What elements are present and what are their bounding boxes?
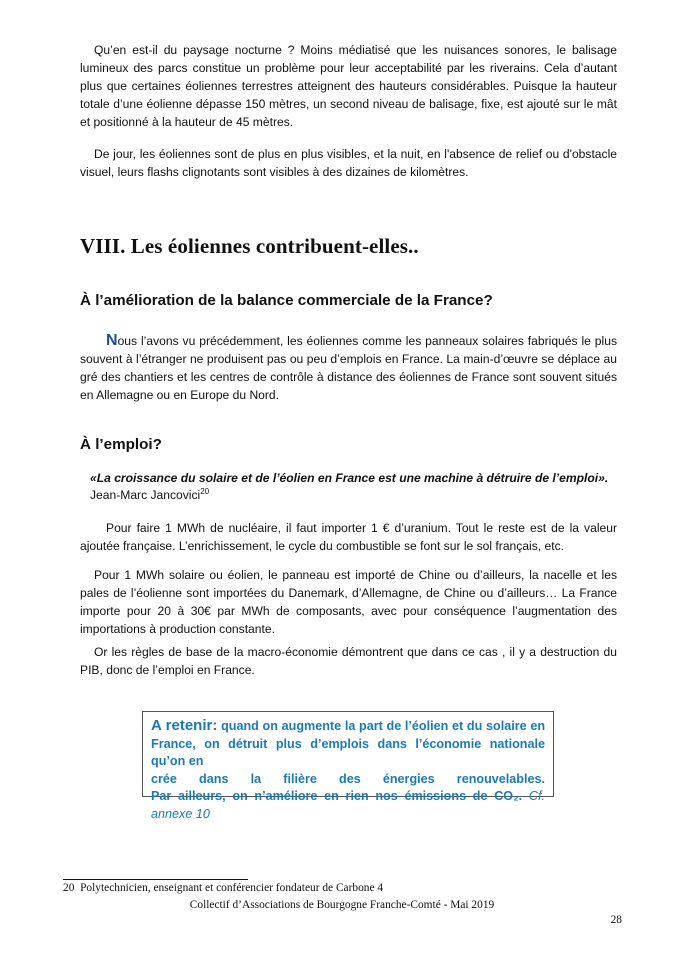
footnote-reference: 20 bbox=[200, 486, 210, 496]
drop-cap: N bbox=[106, 332, 118, 349]
paragraph-macroeconomics: Or les règles de base de la macro-économie démontrent que dans ce cas , il y a destruction du PIB, donc de l’emploi en France. bbox=[80, 645, 617, 677]
quote-block bbox=[90, 470, 608, 504]
subsection-title-employment: À l’emploi? bbox=[80, 436, 162, 453]
footnote bbox=[63, 882, 383, 894]
annex-reference: Cf. annexe 10 bbox=[151, 789, 545, 821]
takeaway-line-1 bbox=[151, 717, 545, 771]
quote-text: «La croissance du solaire et de l’éolien en France est une machine à détruire de l’emploi». bbox=[90, 471, 609, 485]
paragraph-trade-balance-text: ous l’avons vu précédemment, les éoliennes comme les panneaux solaires fabriqués le plus souvent à l’étranger ne produisent pas ou peu d’emplois en France. La main-d’œuvre se déplace au gré des chantiers et les centres de contrôle à distance des éoliennes de France sont souvent situés en Allemagne ou en Europe du Nord. bbox=[80, 334, 617, 402]
footnote-separator bbox=[63, 879, 248, 880]
key-takeaway-box bbox=[142, 711, 554, 821]
subsection-title-trade-balance: À l’amélioration de la balance commerciale de la France? bbox=[80, 292, 493, 309]
takeaway-text-2: crée dans la filière des énergies renouvelables. bbox=[151, 771, 545, 786]
paragraph-daytime-visibility: De jour, les éoliennes sont de plus en plus visibles, et la nuit, en l'absence de relief ou d'obstacle visuel, leurs flashs clignotants sont visibles à des dizaines de kilomètres. bbox=[80, 147, 617, 179]
page-footer: Collectif d’Associations de Bourgogne Franche-Comté - Mai 2019 bbox=[189, 899, 495, 911]
quote-attribution bbox=[90, 487, 608, 504]
section-title: VIII. Les éoliennes contribuent-elles.. bbox=[80, 234, 419, 258]
paragraph-nocturnal-landscape: Qu’en est-il du paysage nocturne ? Moins médiatisé que les nuisances sonores, le balisage lumineux des parcs constitue un problème pour leur acceptabilité par les riverains. Cela d’autant plus que certaines éoliennes terrestres atteignent des hauteurs considérables. Puisque la hauteur totale d’une éolienne dépasse 150 mètres, un second niveau de balisage, fixe, est ajouté sur le mât et positionné à la hauteur de 45 mètres. bbox=[80, 43, 617, 129]
takeaway-line-3 bbox=[151, 788, 545, 823]
paragraph-trade-balance bbox=[80, 332, 617, 404]
takeaway-label: A retenir: bbox=[151, 717, 218, 734]
takeaway-text-3: Par ailleurs, on n’améliore en rien nos émissions de CO₂. bbox=[151, 789, 523, 803]
page-number: 28 bbox=[610, 914, 622, 926]
footnote-text: Polytechnicien, enseignant et conférencier fondateur de Carbone 4 bbox=[80, 882, 384, 894]
paragraph-solar-wind-imports: Pour 1 MWh solaire ou éolien, le panneau est importé de Chine ou d’ailleurs, la nacelle et les pales de l’éolienne sont importées du Danemark, d’Allemagne, de Chine ou d’ailleurs… La France importe pour 20 à 30€ par MWh de composants, avec pour conséquence l’augmentation des importations à production constante. bbox=[80, 568, 617, 636]
footnote-number: 20 bbox=[63, 882, 75, 894]
takeaway-text-1: quand on augmente la part de l’éolien et du solaire en France, on détruit plus d’emplois dans l’économie nationale qu’on en bbox=[151, 719, 546, 768]
quote-author: Jean-Marc Jancovici bbox=[90, 488, 201, 502]
paragraph-nuclear: Pour faire 1 MWh de nucléaire, il faut importer 1 € d’uranium. Tout le reste est de la valeur ajoutée française. L’enrichissement, le cycle du combustible se font sur le sol français, etc. bbox=[80, 521, 617, 553]
